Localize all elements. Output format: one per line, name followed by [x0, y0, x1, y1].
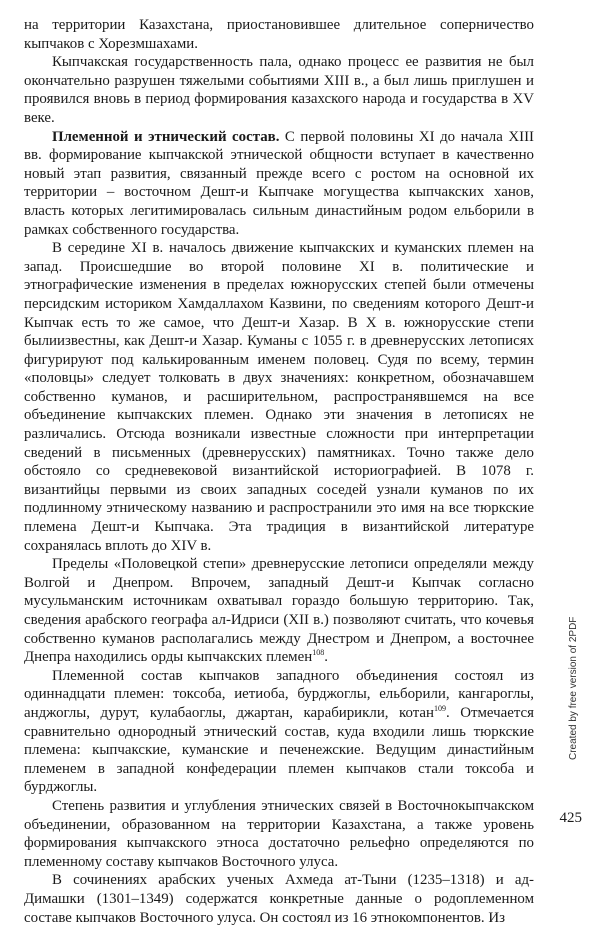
paragraph-7	[24, 797, 534, 871]
paragraph-4-text: В середине XI в. началось движение кыпчакских и куманских племен на запад. Происшедшие во второй половине XI в. политические и этнографические изменения в пределах южнорусских степей были отмечены персидским историком Хамдаллахом Казвини, по сведениям которого Дешт-и Кыпчак есть то же самое, что Дешт-и Хазар. В X в. южнорусские степи былиизвестны, как Дешт-и Хазар. Куманы с 1055 г. в древнерусских летописях фигурируют под калькированным именем половец. Судя по всему, термин «половцы» следует толковать в двух значениях: конкретном, обозначавшем собственно куманов, и расширительном, распространявшемся на все объединение кыпчакских племен. Однако эти значения в летописях не различались. Отсюда возникали известные сложности при интерпретации сведений в письменных (древнерусских) памятниках. Точно также дело обстояло со средневековой византийской историографией. В 1078 г. византийцы первыми из своих западных соседей узнали куманов по их подлинному этническому названию и распространили это имя на все тюркские племена Дешт-и Кыпчака. Эта традиция в византийской литературе сохранялась вплоть до XIV в.	[24, 240, 534, 554]
paragraph-5	[24, 555, 534, 667]
paragraph-3-text: С первой половины XI до начала XIII вв. формирование кыпчакской этнической общности вступает в качественно новый этап развития, связанный прежде всего с ростом на основной их территории – восточном Дешт-и Кыпчаке могущества кыпчакских ханов, власть которых легитимировалась сильным династийным родом ельборили в рамках собственного государства.	[24, 128, 534, 238]
paragraph-6-text: Племенной состав кыпчаков западного объединения состоял из одиннадцати племен: токсоба, иетиоба, бурджоглы, ельборили, кангароглы, анджоглы, дурут, кулабаоглы, джартан, карабирикли, котан	[24, 667, 534, 721]
page-content	[24, 16, 534, 926]
footnote-ref-108: 108	[312, 648, 325, 658]
watermark-sidebar	[568, 460, 582, 760]
paragraph-6	[24, 667, 534, 797]
paragraph-8	[24, 871, 534, 927]
paragraph-2	[24, 53, 534, 127]
paragraph-8-text: В сочинениях арабских ученых Ахмеда ат-Тыни (1235–1318) и ад-Димашки (1301–1349) содержатся конкретные данные о родоплеменном составе кыпчаков Восточного улуса. Он состоял из 16 этнокомпонентов. Из	[24, 872, 534, 926]
paragraph-1-text: на территории Казахстана, приостановившее длительное соперничество кыпчаков с Хорезмшахами.	[24, 17, 534, 52]
paragraph-4	[24, 239, 534, 555]
paragraph-2-text: Кыпчакская государственность пала, однако процесс ее развития не был окончательно разрушен тяжелыми событиями XIII в., а был лишь приглушен и проявился вновь в период формирования казахского народа и государства в XV веке.	[24, 54, 534, 126]
paragraph-1	[24, 16, 534, 53]
paragraph-3	[24, 128, 534, 240]
page-number: 425	[559, 810, 582, 826]
section-heading: Племенной и этнический состав.	[52, 128, 280, 145]
paragraph-5-text: Пределы «Половецкой степи» древнерусские летописи определяли между Волгой и Днепром. Впрочем, западный Дешт-и Кыпчак согласно мусульманским источникам охватывал гораздо большую территорию. Так, сведения арабского географа ал-Идриси (XII в.) позволяют считать, что кочевья собственно куманов располагались между Днестром и Днепром, а восточнее Днепра находились орды кыпчакских племен	[24, 556, 534, 666]
paragraph-5-tail: .	[324, 649, 328, 666]
paragraph-6-tail: . Отмечается сравнительно однородный этнический состав, куда входили лишь тюркские племена: кыпчакские, куманские и печенежские. Ведущим династийным племенем в западной конфедерации племен кыпчаков стали токсоба и бурджоглы.	[24, 704, 534, 796]
paragraph-7-text: Степень развития и углубления этнических связей в Восточнокыпчакском объединении, образованном на территории Казахстана, а также уровень формирования кыпчакского этноса достаточно рельефно определяются по племенному составу кыпчаков Восточного улуса.	[24, 797, 534, 870]
footnote-ref-109: 109	[434, 704, 446, 713]
watermark-text: Created by free version of 2PDF	[568, 616, 579, 760]
